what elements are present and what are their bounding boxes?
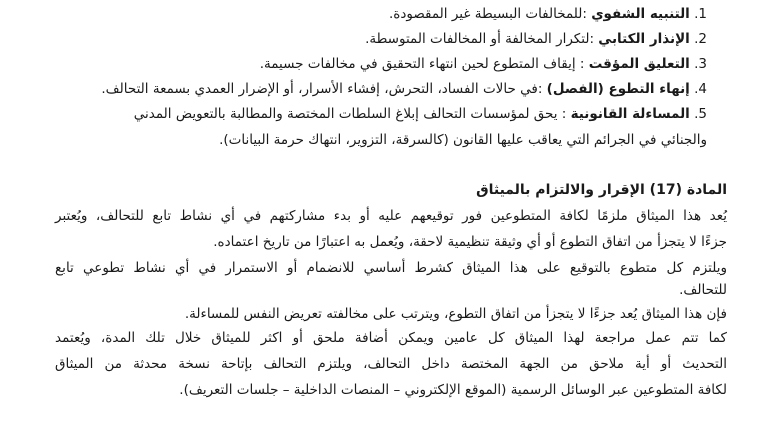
article-line-1: يُعد هذا الميثاق ملزمًا لكافة المتطوعين فور توقيعهم عليه أو بدء مشاركتهم في أي نشاط تابع للتحالف، ويُعتبر	[55, 208, 727, 224]
article-line-3: ويلتزم كل متطوع بالتوقيع على هذا الميثاق كشرط أساسي للانضمام أو الاستمرار في أي نشاط تطوعي تابع	[55, 260, 727, 276]
article-line-6: كما تتم عمل مراجعة لهذا الميثاق كل عامين ويمكن أضافة ملحق أو اكثر للميثاق خلال تلك المدة، ويُعتمد	[55, 330, 727, 346]
list-item-3	[40, 54, 707, 74]
item-term: التعليق المؤقت	[588, 56, 690, 72]
item-number: 1.	[694, 6, 707, 22]
item-text: : إيقاف المتطوع لحين انتهاء التحقيق في مخالفات جسيمة.	[259, 56, 585, 72]
item-term: المساءلة القانونية	[570, 106, 690, 122]
item-term: إنهاء التطوع (الفصل)	[546, 81, 690, 97]
item-text: :لتكرار المخالفة أو المخالفات المتوسطة.	[365, 31, 594, 47]
article-line-5: فإن هذا الميثاق يُعد جزءًا لا يتجزأ من اتفاق التطوع، ويترتب على مخالفته تعريض النفس للمساءلة.	[184, 306, 727, 322]
list-item-5	[40, 104, 707, 124]
article-line-7: التحديث أو أية ملاحق من الجهة المختصة داخل التحالف، ويلتزم التحالف بإتاحة نسخة محدثة من الميثاق	[55, 356, 727, 372]
item-term: التنبيه الشفوي	[591, 6, 690, 22]
item-number: 5.	[694, 106, 707, 122]
list-item-1	[40, 4, 707, 24]
item-text: : يحق لمؤسسات التحالف إبلاغ السلطات المختصة والمطالبة بالتعويض المدني	[133, 106, 567, 122]
article-line-4: للتحالف.	[679, 282, 727, 298]
item-number: 3.	[694, 56, 707, 72]
item-text: :للمخالفات البسيطة غير المقصودة.	[388, 6, 587, 22]
article-line-8: لكافة المتطوعين عبر الوسائل الرسمية (الموقع الإلكتروني – المنصات الداخلية – جلسات التعريف).	[179, 382, 727, 398]
item-number: 2.	[694, 31, 707, 47]
list-item-4	[40, 79, 707, 99]
item-text: :في حالات الفساد، التحرش، إفشاء الأسرار، أو الإضرار العمدي بسمعة التحالف.	[101, 81, 543, 97]
article-line-2: جزءًا لا يتجزأ من اتفاق التطوع أو أي وثيقة تنظيمية لاحقة، ويُعمل به اعتبارًا من تاريخ اعتماده.	[213, 234, 727, 250]
list-item-2	[40, 29, 707, 49]
item-term: الإنذار الكتابي	[598, 31, 690, 47]
list-item-5-continuation: والجنائي في الجرائم التي يعاقب عليها القانون (كالسرقة، التزوير، انتهاك حرمة البيانات).	[219, 132, 707, 148]
article-title: المادة (17) الإقرار والالتزام بالميثاق	[476, 182, 727, 198]
item-number: 4.	[694, 81, 707, 97]
